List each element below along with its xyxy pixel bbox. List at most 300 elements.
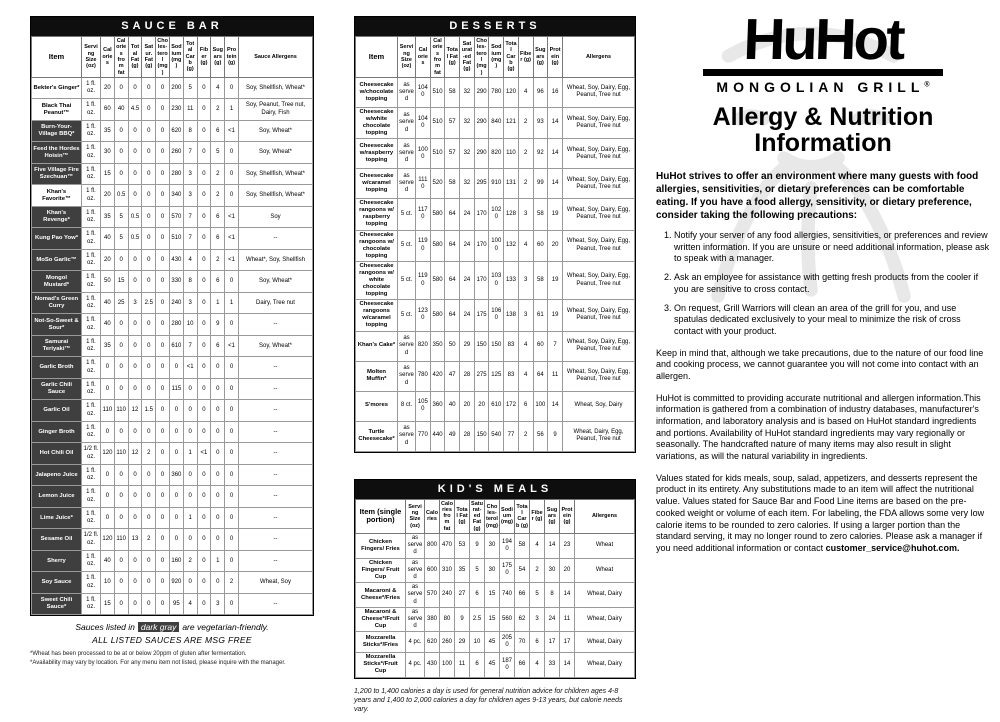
serving-size-cell: 1 fl. oz. bbox=[82, 486, 101, 508]
serving-size-cell: 1 fl. oz. bbox=[82, 314, 101, 336]
nutrition-value-cell: 6 bbox=[211, 271, 225, 293]
item-name-cell: Black Thai Peanut™ bbox=[32, 99, 82, 121]
nutrition-value-cell: 0 bbox=[225, 486, 239, 508]
nutrition-value-cell: 15 bbox=[485, 607, 500, 632]
nutrition-value-cell: 30 bbox=[545, 558, 560, 583]
nutrition-value-cell: 4 bbox=[518, 230, 533, 261]
nutrition-value-cell: 83 bbox=[504, 331, 519, 361]
nutrition-value-cell: 780 bbox=[489, 77, 504, 107]
nutrition-value-cell: 0 bbox=[156, 593, 170, 615]
nutrition-value-cell: 0 bbox=[156, 163, 170, 185]
serving-size-cell: 1 fl. oz. bbox=[82, 163, 101, 185]
nutrition-value-cell: 6 bbox=[470, 653, 485, 677]
nutrition-value-cell: 0 bbox=[156, 228, 170, 250]
serving-size-cell: 1 fl. oz. bbox=[82, 206, 101, 228]
nutrition-value-cell: 0 bbox=[156, 572, 170, 594]
nutrition-value-cell: 260 bbox=[440, 632, 455, 653]
vegetarian-note-post: are vegetarian-friendly. bbox=[182, 622, 269, 633]
nutrition-value-cell: 0 bbox=[128, 77, 142, 99]
nutrition-value-cell: 99 bbox=[533, 169, 548, 199]
serving-size-cell: 5 ct. bbox=[398, 300, 416, 331]
nutrition-value-cell: 0 bbox=[114, 421, 128, 443]
nutrition-value-cell: 0 bbox=[211, 400, 225, 422]
item-name-cell: Chicken Fingers/ Fries bbox=[356, 534, 406, 559]
nutrition-value-cell: 1000 bbox=[489, 230, 504, 261]
nutrition-value-cell: 420 bbox=[430, 361, 445, 391]
nutrition-value-cell: 0 bbox=[128, 507, 142, 529]
nutrition-value-cell: 0 bbox=[156, 292, 170, 314]
item-name-cell: Sesame Oil bbox=[32, 529, 82, 551]
nutrition-value-cell: 0 bbox=[156, 400, 170, 422]
nutrition-value-cell: 20 bbox=[474, 391, 489, 421]
nutrition-value-cell: 2 bbox=[518, 139, 533, 169]
nutrition-value-cell: 70 bbox=[515, 632, 530, 653]
nutrition-value-cell: 920 bbox=[169, 572, 183, 594]
column-header: Sugars (g) bbox=[533, 37, 548, 78]
nutrition-value-cell: 275 bbox=[474, 361, 489, 391]
contact-email: customer_service@huhot.com. bbox=[825, 542, 960, 553]
item-name-cell: Cheesecake w/white chocolate topping bbox=[356, 107, 398, 138]
serving-size-cell: 1 fl. oz. bbox=[82, 550, 101, 572]
nutrition-value-cell: 0 bbox=[101, 464, 115, 486]
serving-size-cell: 1 fl. oz. bbox=[82, 593, 101, 615]
nutrition-value-cell: 0 bbox=[142, 99, 156, 121]
values-disclaimer-text: Values stated for kids meals, soup, salad, appetizers, and desserts represent the product in its entirety. Any substitutions made to an item will affect the nutritional value. Values stated for Sauce Bar and Food Line items are based on the pre-cooked weight or volume of each item. For labeling, the FDA allows some very low calorie items to be rounded to zero calories. If using a larger portion than the standard serving, it may no longer round to zero calories. Please ask a manager if you need additional information or contact bbox=[656, 472, 985, 553]
nutrition-value-cell: 0 bbox=[128, 464, 142, 486]
nutrition-value-cell: 0 bbox=[156, 99, 170, 121]
serving-size-cell: as served bbox=[406, 583, 425, 608]
nutrition-value-cell: 64 bbox=[445, 261, 460, 299]
nutrition-value-cell: 2050 bbox=[500, 632, 515, 653]
nutrition-value-cell: 150 bbox=[474, 331, 489, 361]
nutrition-value-cell: 20 bbox=[548, 230, 563, 261]
nutrition-value-cell: 570 bbox=[169, 206, 183, 228]
nutrition-value-cell: 280 bbox=[169, 163, 183, 185]
allergens-cell: Soy, Wheat* bbox=[239, 120, 313, 142]
nutrition-value-cell: 0 bbox=[225, 271, 239, 293]
nutrition-value-cell: 0 bbox=[197, 77, 211, 99]
item-name-cell: Cheesecake rangoons w/ white chocolate topping bbox=[356, 261, 398, 299]
nutrition-value-cell: 0 bbox=[156, 120, 170, 142]
cross-contact-disclaimer: Keep in mind that, although we take precautions, due to the nature of our food line and cooking process, we cannot guarantee you will not come into contact with an allergen. bbox=[656, 347, 984, 381]
nutrition-value-cell: 0 bbox=[183, 400, 197, 422]
middle-column bbox=[354, 16, 636, 722]
serving-size-cell: 1 fl. oz. bbox=[82, 421, 101, 443]
nutrition-value-cell: 60 bbox=[101, 99, 115, 121]
item-name-cell: Hot Chili Oil bbox=[32, 443, 82, 465]
nutrition-value-cell: 0 bbox=[114, 378, 128, 400]
huhot-logo-subtitle bbox=[703, 69, 943, 95]
serving-size-cell: 4 pc. bbox=[406, 653, 425, 677]
nutrition-value-cell: 6 bbox=[518, 391, 533, 421]
sauce-bar-header-row bbox=[32, 37, 313, 78]
item-name-cell: S'mores bbox=[356, 391, 398, 421]
nutrition-value-cell: 1 bbox=[211, 550, 225, 572]
table-row bbox=[32, 185, 313, 207]
item-name-cell: Garlic Broth bbox=[32, 357, 82, 379]
nutrition-value-cell: 50 bbox=[445, 331, 460, 361]
kids-meals-title: KID'S MEALS bbox=[355, 480, 635, 499]
table-row bbox=[32, 378, 313, 400]
nutrition-value-cell: 0 bbox=[169, 400, 183, 422]
kids-calorie-footnote: 1,200 to 1,400 calories a day is used for general nutrition advice for children ages 4-8 years and 1,400 to 2,000 calories a day for children ages 9-13 years, but calorie needs vary. bbox=[354, 687, 623, 714]
serving-size-cell: 1 fl. oz. bbox=[82, 464, 101, 486]
column-header: Total Fat (g) bbox=[445, 37, 460, 78]
nutrition-value-cell: 0 bbox=[156, 206, 170, 228]
nutrition-value-cell: 1110 bbox=[416, 169, 431, 199]
nutrition-value-cell: 0 bbox=[142, 357, 156, 379]
nutrition-value-cell: 0 bbox=[142, 77, 156, 99]
item-name-cell: Lemon Juice bbox=[32, 486, 82, 508]
nutrition-value-cell: 310 bbox=[440, 558, 455, 583]
nutrition-value-cell: 0 bbox=[128, 550, 142, 572]
nutrition-value-cell: 120 bbox=[101, 529, 115, 551]
nutrition-value-cell: 0 bbox=[197, 120, 211, 142]
nutrition-value-cell: 340 bbox=[169, 185, 183, 207]
item-name-cell: Soy Sauce bbox=[32, 572, 82, 594]
table-row bbox=[32, 77, 313, 99]
nutrition-value-cell: 0 bbox=[225, 378, 239, 400]
nutrition-value-cell: 610 bbox=[169, 335, 183, 357]
nutrition-value-cell: 47 bbox=[445, 361, 460, 391]
nutrition-value-cell: 0 bbox=[225, 443, 239, 465]
nutrition-value-cell: 7 bbox=[183, 142, 197, 164]
nutrition-value-cell: 0 bbox=[225, 314, 239, 336]
nutrition-value-cell: 131 bbox=[504, 169, 519, 199]
nutrition-value-cell: 360 bbox=[169, 464, 183, 486]
allergens-cell: Wheat, Dairy bbox=[575, 583, 635, 608]
item-name-cell: Cheesecake rangoons w/ raspberry topping bbox=[356, 199, 398, 230]
nutrition-value-cell: 0 bbox=[197, 464, 211, 486]
nutrition-value-cell: 0 bbox=[142, 271, 156, 293]
nutrition-value-cell: 0 bbox=[128, 593, 142, 615]
nutrition-value-cell: 1190 bbox=[416, 261, 431, 299]
nutrition-value-cell: 19 bbox=[548, 199, 563, 230]
nutrition-value-cell: 40 bbox=[114, 99, 128, 121]
nutrition-value-cell: 4 bbox=[183, 593, 197, 615]
item-name-cell: Cheesecake rangoons w/ chocolate topping bbox=[356, 230, 398, 261]
nutrition-value-cell: 20 bbox=[101, 77, 115, 99]
nutrition-value-cell: 58 bbox=[515, 534, 530, 559]
allergens-cell: Dairy, Tree nut bbox=[239, 292, 313, 314]
column-header: Allergens bbox=[563, 37, 635, 78]
sauce-bar-section bbox=[30, 16, 314, 668]
kids-meals-table-block bbox=[354, 479, 636, 679]
nutrition-value-cell: 0 bbox=[197, 335, 211, 357]
nutrition-value-cell: 6 bbox=[211, 335, 225, 357]
serving-size-cell: as served bbox=[398, 331, 416, 361]
nutrition-value-cell: 2 bbox=[211, 99, 225, 121]
nutrition-value-cell: 5 bbox=[183, 77, 197, 99]
item-name-cell: Cheesecake w/chocolate topping bbox=[356, 77, 398, 107]
nutrition-value-cell: 0 bbox=[156, 357, 170, 379]
nutrition-value-cell: 430 bbox=[169, 249, 183, 271]
item-name-cell: Macaroni & Cheese*/Fruit Cup bbox=[356, 607, 406, 632]
table-row bbox=[32, 206, 313, 228]
nutrition-value-cell: 9 bbox=[211, 314, 225, 336]
column-header: Total Fat (g) bbox=[128, 37, 142, 78]
allergens-cell: Wheat, Soy bbox=[239, 572, 313, 594]
nutrition-value-cell: 5 bbox=[114, 228, 128, 250]
column-header: Total Carb (g) bbox=[515, 499, 530, 534]
nutrition-value-cell: 0 bbox=[128, 163, 142, 185]
serving-size-cell: as served bbox=[398, 361, 416, 391]
column-header: Saturat-ed Fat (g) bbox=[471, 500, 483, 532]
nutrition-value-cell: 1190 bbox=[416, 230, 431, 261]
nutrition-value-cell: 0 bbox=[211, 421, 225, 443]
precaution-item-3: 3. On request, Grill Warriors will clean an area of the grill for you, and use spatulas dedicated exclusively to your meal to minimize the risk of cross contact with your product. bbox=[674, 303, 990, 338]
serving-size-cell: as served bbox=[406, 607, 425, 632]
table-row bbox=[356, 583, 635, 608]
serving-size-cell: as served bbox=[406, 534, 425, 559]
nutrition-value-cell: 350 bbox=[430, 331, 445, 361]
allergens-cell: Wheat, Soy, Dairy, Egg, Peanut, Tree nut bbox=[563, 139, 635, 169]
nutrition-value-cell: 770 bbox=[416, 421, 431, 451]
nutrition-value-cell: 95 bbox=[169, 593, 183, 615]
table-row bbox=[356, 653, 635, 677]
nutrition-value-cell: 0 bbox=[142, 314, 156, 336]
vegetarian-note-pre: Sauces listed in bbox=[75, 622, 135, 633]
nutrition-value-cell: <1 bbox=[225, 206, 239, 228]
serving-size-cell: 1 fl. oz. bbox=[82, 271, 101, 293]
nutrition-value-cell: 27 bbox=[455, 583, 470, 608]
serving-size-cell: 1/2 fl. oz. bbox=[82, 443, 101, 465]
serving-size-cell: as served bbox=[406, 558, 425, 583]
table-row bbox=[356, 331, 635, 361]
nutrition-value-cell: <1 bbox=[225, 120, 239, 142]
serving-size-cell: 5 ct. bbox=[398, 230, 416, 261]
nutrition-value-cell: 1.5 bbox=[142, 400, 156, 422]
allergens-cell: Wheat, Dairy bbox=[575, 653, 635, 677]
nutrition-value-cell: 57 bbox=[445, 107, 460, 138]
nutrition-value-cell: 60 bbox=[533, 331, 548, 361]
table-row bbox=[32, 228, 313, 250]
nutrition-value-cell: 820 bbox=[416, 331, 431, 361]
nutrition-value-cell: 35 bbox=[101, 206, 115, 228]
nutrition-value-cell: 0 bbox=[225, 400, 239, 422]
nutrition-value-cell: 0 bbox=[169, 421, 183, 443]
item-name-cell: Macaroni & Cheese*/Fries bbox=[356, 583, 406, 608]
allergens-cell: Wheat bbox=[575, 558, 635, 583]
nutrition-value-cell: 20 bbox=[560, 558, 575, 583]
huhot-logo-wordmark: HuHot bbox=[742, 7, 904, 72]
nutrition-value-cell: 5 bbox=[530, 583, 545, 608]
allergens-cell: -- bbox=[239, 550, 313, 572]
kids-meals-header-row bbox=[356, 499, 635, 534]
table-row bbox=[32, 142, 313, 164]
nutrition-value-cell: 14 bbox=[548, 391, 563, 421]
nutrition-value-cell: 2 bbox=[142, 443, 156, 465]
nutrition-value-cell: 0 bbox=[197, 486, 211, 508]
info-panel bbox=[656, 8, 990, 565]
nutrition-value-cell: 9 bbox=[548, 421, 563, 451]
nutrition-value-cell: 64 bbox=[445, 199, 460, 230]
nutrition-value-cell: 11 bbox=[548, 361, 563, 391]
nutrition-value-cell: 0 bbox=[114, 314, 128, 336]
allergens-cell: Wheat, Dairy bbox=[575, 632, 635, 653]
allergens-cell: -- bbox=[239, 529, 313, 551]
nutrition-value-cell: 40 bbox=[101, 228, 115, 250]
nutrition-value-cell: 0 bbox=[183, 486, 197, 508]
nutrition-value-cell: 0 bbox=[128, 249, 142, 271]
nutrition-value-cell: 0 bbox=[197, 529, 211, 551]
nutrition-value-cell: 14 bbox=[560, 653, 575, 677]
column-header: Calories from fat bbox=[116, 38, 127, 76]
nutrition-value-cell: 295 bbox=[474, 169, 489, 199]
nutrition-value-cell: 580 bbox=[430, 199, 445, 230]
nutrition-value-cell: 7 bbox=[183, 335, 197, 357]
nutrition-value-cell: 0 bbox=[114, 335, 128, 357]
nutrition-value-cell: 4 bbox=[518, 77, 533, 107]
nutrition-value-cell: 32 bbox=[460, 77, 475, 107]
nutrition-value-cell: 1750 bbox=[500, 558, 515, 583]
nutrition-value-cell: 170 bbox=[474, 230, 489, 261]
nutrition-value-cell: 0 bbox=[142, 572, 156, 594]
nutrition-value-cell: 33 bbox=[545, 653, 560, 677]
nutrition-value-cell: 0 bbox=[183, 421, 197, 443]
nutrition-value-cell: 330 bbox=[169, 271, 183, 293]
nutrition-value-cell: 0 bbox=[211, 464, 225, 486]
nutrition-value-cell: 0 bbox=[197, 185, 211, 207]
nutrition-value-cell: 61 bbox=[533, 300, 548, 331]
item-name-cell: Ginger Broth bbox=[32, 421, 82, 443]
nutrition-value-cell: 2 bbox=[518, 169, 533, 199]
nutrition-value-cell: 0 bbox=[128, 335, 142, 357]
nutrition-value-cell: 170 bbox=[474, 199, 489, 230]
nutrition-value-cell: 240 bbox=[440, 583, 455, 608]
nutrition-value-cell: 1170 bbox=[416, 199, 431, 230]
nutrition-value-cell: 29 bbox=[460, 331, 475, 361]
nutrition-value-cell: 20 bbox=[460, 391, 475, 421]
serving-size-cell: 1/2 fl. oz. bbox=[82, 529, 101, 551]
nutrition-value-cell: 25 bbox=[114, 292, 128, 314]
item-name-cell: Five Village Fire Szechuan™ bbox=[32, 163, 82, 185]
nutrition-value-cell: 840 bbox=[489, 107, 504, 138]
nutrition-value-cell: 0 bbox=[128, 120, 142, 142]
precaution-item-2: 2. Ask an employee for assistance with getting fresh products from the cooler if you are sensitive to cross contact. bbox=[674, 272, 990, 295]
nutrition-value-cell: 115 bbox=[169, 378, 183, 400]
nutrition-value-cell: 0 bbox=[225, 185, 239, 207]
nutrition-value-cell: 0 bbox=[156, 335, 170, 357]
nutrition-value-cell: 128 bbox=[504, 199, 519, 230]
nutrition-value-cell: 0 bbox=[142, 120, 156, 142]
item-name-cell: Samurai Teriyaki™ bbox=[32, 335, 82, 357]
nutrition-value-cell: 0 bbox=[128, 378, 142, 400]
item-name-cell: Cheesecake w/caramel topping bbox=[356, 169, 398, 199]
nutrition-value-cell: 11 bbox=[455, 653, 470, 677]
nutrition-value-cell: 57 bbox=[445, 139, 460, 169]
nutrition-value-cell: 8 bbox=[545, 583, 560, 608]
column-header: Sodium (mg) bbox=[489, 37, 504, 78]
table-row bbox=[32, 529, 313, 551]
nutrition-value-cell: 58 bbox=[445, 77, 460, 107]
nutrition-value-cell: 6 bbox=[211, 228, 225, 250]
serving-size-cell: 1 fl. oz. bbox=[82, 142, 101, 164]
nutrition-value-cell: 0 bbox=[211, 378, 225, 400]
nutrition-value-cell: 580 bbox=[430, 300, 445, 331]
nutrition-value-cell: 0 bbox=[142, 464, 156, 486]
nutrition-value-cell: 5 bbox=[470, 558, 485, 583]
nutrition-value-cell: 0.5 bbox=[128, 228, 142, 250]
allergens-cell: -- bbox=[239, 507, 313, 529]
nutrition-value-cell: 0 bbox=[211, 443, 225, 465]
nutrition-value-cell: 610 bbox=[489, 391, 504, 421]
nutrition-value-cell: 510 bbox=[430, 139, 445, 169]
item-name-cell: Cheesecake w/raspberry topping bbox=[356, 139, 398, 169]
nutrition-value-cell: 110 bbox=[114, 443, 128, 465]
nutrition-value-cell: 0 bbox=[114, 357, 128, 379]
nutrition-value-cell: <1 bbox=[225, 249, 239, 271]
allergens-cell: Wheat, Soy, Dairy, Egg, Peanut, Tree nut bbox=[563, 230, 635, 261]
nutrition-value-cell: 820 bbox=[489, 139, 504, 169]
nutrition-value-cell: 2 bbox=[183, 550, 197, 572]
column-header: Allergens bbox=[575, 499, 635, 534]
nutrition-value-cell: 0 bbox=[114, 142, 128, 164]
column-header: Choles-terol (mg) bbox=[485, 499, 500, 534]
table-row bbox=[32, 572, 313, 594]
column-header: Saturat-ed Fat (g) bbox=[460, 37, 475, 78]
nutrition-value-cell: 0 bbox=[156, 421, 170, 443]
column-header: Sodium (mg) bbox=[500, 499, 515, 534]
nutrition-value-cell: 510 bbox=[169, 228, 183, 250]
nutrition-value-cell: 0 bbox=[211, 529, 225, 551]
nutrition-value-cell: 28 bbox=[460, 421, 475, 451]
nutrition-value-cell: 510 bbox=[430, 77, 445, 107]
nutrition-value-cell: 121 bbox=[504, 107, 519, 138]
nutrition-value-cell: 3 bbox=[518, 199, 533, 230]
nutrition-value-cell: 0 bbox=[156, 142, 170, 164]
nutrition-value-cell: 2 bbox=[211, 249, 225, 271]
nutrition-value-cell: 560 bbox=[500, 607, 515, 632]
nutrition-value-cell: 4 bbox=[518, 361, 533, 391]
column-header: Sauce Allergens bbox=[239, 37, 313, 78]
spacer bbox=[354, 453, 636, 479]
nutrition-value-cell: 5 bbox=[114, 206, 128, 228]
nutrition-value-cell: 0 bbox=[197, 507, 211, 529]
nutrition-value-cell: 0 bbox=[142, 163, 156, 185]
nutrition-value-cell: 11 bbox=[183, 99, 197, 121]
nutrition-value-cell: 0 bbox=[142, 249, 156, 271]
nutrition-value-cell: 200 bbox=[169, 77, 183, 99]
nutrition-value-cell: 2 bbox=[518, 421, 533, 451]
nutrition-value-cell: 0 bbox=[114, 507, 128, 529]
nutrition-value-cell: 0 bbox=[101, 421, 115, 443]
sauce-bar-table-block bbox=[30, 16, 314, 616]
serving-size-cell: 1 fl. oz. bbox=[82, 249, 101, 271]
nutrition-value-cell: 45 bbox=[485, 653, 500, 677]
serving-size-cell: as served bbox=[398, 77, 416, 107]
nutrition-value-cell: 40 bbox=[101, 314, 115, 336]
serving-size-cell: 5 ct. bbox=[398, 261, 416, 299]
nutrition-value-cell: 30 bbox=[101, 142, 115, 164]
nutrition-value-cell: 0 bbox=[101, 507, 115, 529]
nutrition-value-cell: 0 bbox=[142, 486, 156, 508]
allergens-cell: Wheat, Dairy bbox=[575, 607, 635, 632]
item-name-cell: Feed the Hordes Hoisin™ bbox=[32, 142, 82, 164]
nutrition-value-cell: 0 bbox=[101, 378, 115, 400]
nutrition-value-cell: 1050 bbox=[416, 391, 431, 421]
nutrition-value-cell: 0 bbox=[128, 271, 142, 293]
nutrition-value-cell: 0 bbox=[183, 378, 197, 400]
allergens-cell: -- bbox=[239, 400, 313, 422]
nutrition-value-cell: 49 bbox=[445, 421, 460, 451]
nutrition-value-cell: 28 bbox=[460, 361, 475, 391]
nutrition-value-cell: 0 bbox=[101, 357, 115, 379]
nutrition-value-cell: 0 bbox=[142, 142, 156, 164]
allergens-cell: Wheat, Soy, Dairy, Egg, Peanut, Tree nut bbox=[563, 300, 635, 331]
serving-size-cell: 1 fl. oz. bbox=[82, 400, 101, 422]
nutrition-value-cell: 0 bbox=[128, 185, 142, 207]
